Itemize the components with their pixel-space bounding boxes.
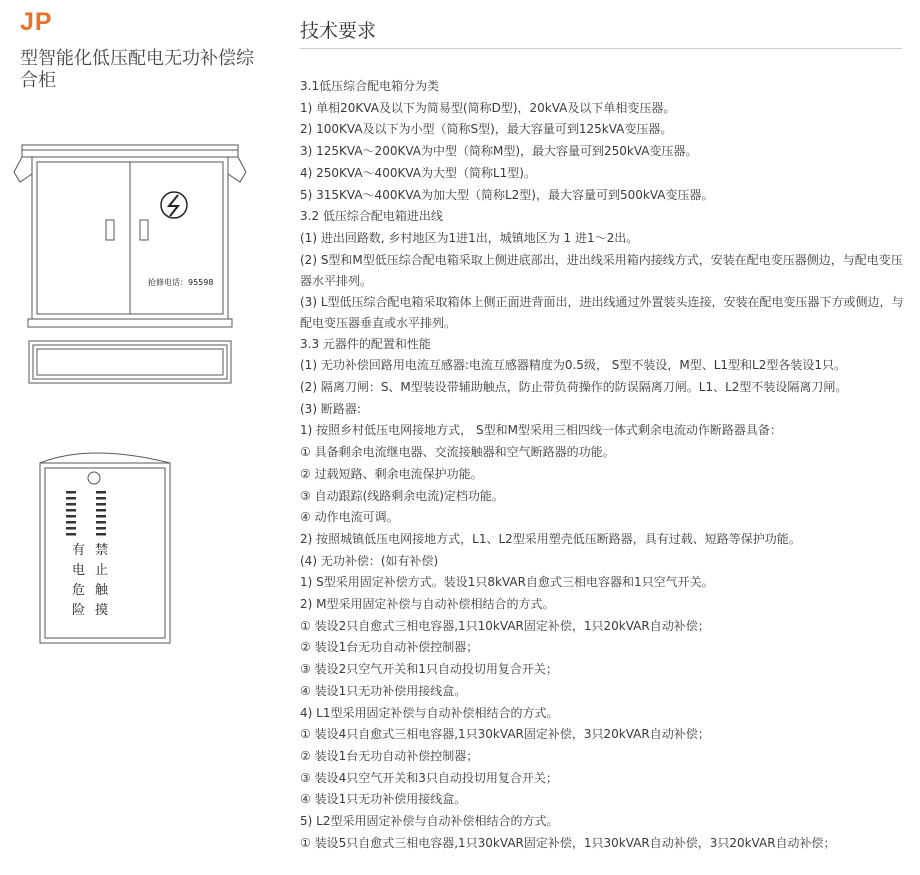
spec-line: (4) 无功补偿：(如有补偿) (300, 553, 439, 568)
spec-line: ③ 自动跟踪(线路剩余电流)定档功能。 (300, 488, 504, 503)
spec-line: 2) 按照城镇低压电网接地方式，L1、L2型采用塑壳低压断路器，具有过载、短路等保护功能。 (300, 531, 801, 546)
spec-line: ① 装设4只自愈式三相电容器,1只30kVAR固定补偿，3只20kVAR自动补偿； (300, 727, 710, 742)
spec-line: ① 具备剩余电流继电器、交流接触器和空气断路器的功能。 (300, 445, 615, 460)
spec-line: ② 过载短路、剩余电流保护功能。 (300, 466, 483, 481)
spec-line: (3) L型低压综合配电箱采取箱体上侧正面进背面出，进出线通过外置装头连接，安装在配电变压器下方或侧边，与配电变压器垂直或水平排列。 (300, 294, 904, 330)
spec-line: 5) L2型采用固定补偿与自动补偿相结合的方式。 (300, 814, 559, 829)
warning-text-left: 有电危险 (72, 543, 86, 618)
spec-line: ③ 装设2只空气开关和1只自动投切用复合开关； (300, 662, 558, 677)
spec-line: (2) 隔离刀闸：S、M型装设带辅助触点，防止带负荷操作的防误隔离刀闸。L1、L2型不装设隔离刀闸。 (300, 380, 848, 395)
spec-line: 1) S型采用固定补偿方式。装设1只8kVAR自愈式三相电容器和1只空气开关。 (300, 575, 714, 590)
spec-line: ④ 装设1只无功补偿用接线盒。 (300, 683, 467, 698)
spec-line: (2) S型和M型低压综合配电箱采取上侧进底部出，进出线采用箱内接线方式，安装在配电变压器侧边，与配电变压器水平排列。 (300, 252, 903, 288)
spec-line: 2) 100KVA及以下为小型（简称S型)，最大容量可到125kVA变压器。 (300, 122, 673, 137)
section-title: 技术要求 (300, 20, 377, 42)
cabinet-front-drawing (10, 140, 250, 332)
spec-line: 5) 315KVA～400KVA为加大型（简称L2型)，最大容量可到500kVA变压器。 (300, 187, 714, 202)
spec-line: 3.1低压综合配电箱分为类 (300, 79, 440, 93)
warning-text-right: 禁止触摸 (95, 543, 109, 618)
spec-line: 3.2 低压综合配电箱进出线 (300, 209, 443, 224)
spec-line: 4) 250KVA～400KVA为大型（简称L1型)。 (300, 165, 536, 180)
spec-line: (3) 断路器: (300, 401, 361, 416)
cabinet-top-drawing (28, 340, 232, 384)
spec-line: ④ 动作电流可调。 (300, 510, 399, 525)
spec-line: ② 装设1台无功自动补偿控制器； (300, 640, 479, 655)
spec-line: ① 装设5只自愈式三相电容器,1只30kVAR固定补偿，1只30kVAR自动补偿，3只20kVAR自动补偿； (300, 835, 836, 850)
spec-line: 4) L1型采用固定补偿与自动补偿相结合的方式。 (300, 705, 559, 720)
spec-line: 3) 125KVA～200KVA为中型（简称M型)，最大容量可到250kVA变压器。 (300, 144, 698, 159)
spec-line: 3.3 元器件的配置和性能 (300, 336, 431, 351)
repair-phone-label: 抢修电话：95598 (148, 278, 214, 287)
heading-divider (300, 48, 902, 49)
spec-line: (1) 进出回路数, 乡村地区为1进1出，城镇地区为 1 进1～2出。 (300, 230, 639, 245)
spec-line: ④ 装设1只无功补偿用接线盒。 (300, 792, 467, 807)
technical-requirements-list (300, 76, 906, 855)
spec-line: ① 装设2只自愈式三相电容器,1只10kVAR固定补偿，1只20kVAR自动补偿； (300, 618, 710, 633)
spec-line: ③ 装设4只空气开关和3只自动投切用复合开关； (300, 770, 558, 785)
spec-line: 1) 按照乡村低压电网接地方式， S型和M型采用三相四线一体式剩余电流动作断路器具备： (300, 423, 782, 438)
product-name: 型智能化低压配电无功补偿综合柜 (20, 48, 254, 91)
product-code: JP (20, 8, 53, 36)
spec-line: ② 装设1台无功自动补偿控制器； (300, 748, 479, 763)
spec-line: (1) 无功补偿回路用电流互感器:电流互感器精度为0.5级， S型不装设，M型、L1型和L2型各装设1只。 (300, 358, 847, 373)
spec-line: 1) 单相20KVA及以下为简易型(简称D型)，20kVA及以下单相变压器。 (300, 100, 676, 115)
spec-line: 2) M型采用固定补偿与自动补偿相结合的方式。 (300, 597, 555, 612)
